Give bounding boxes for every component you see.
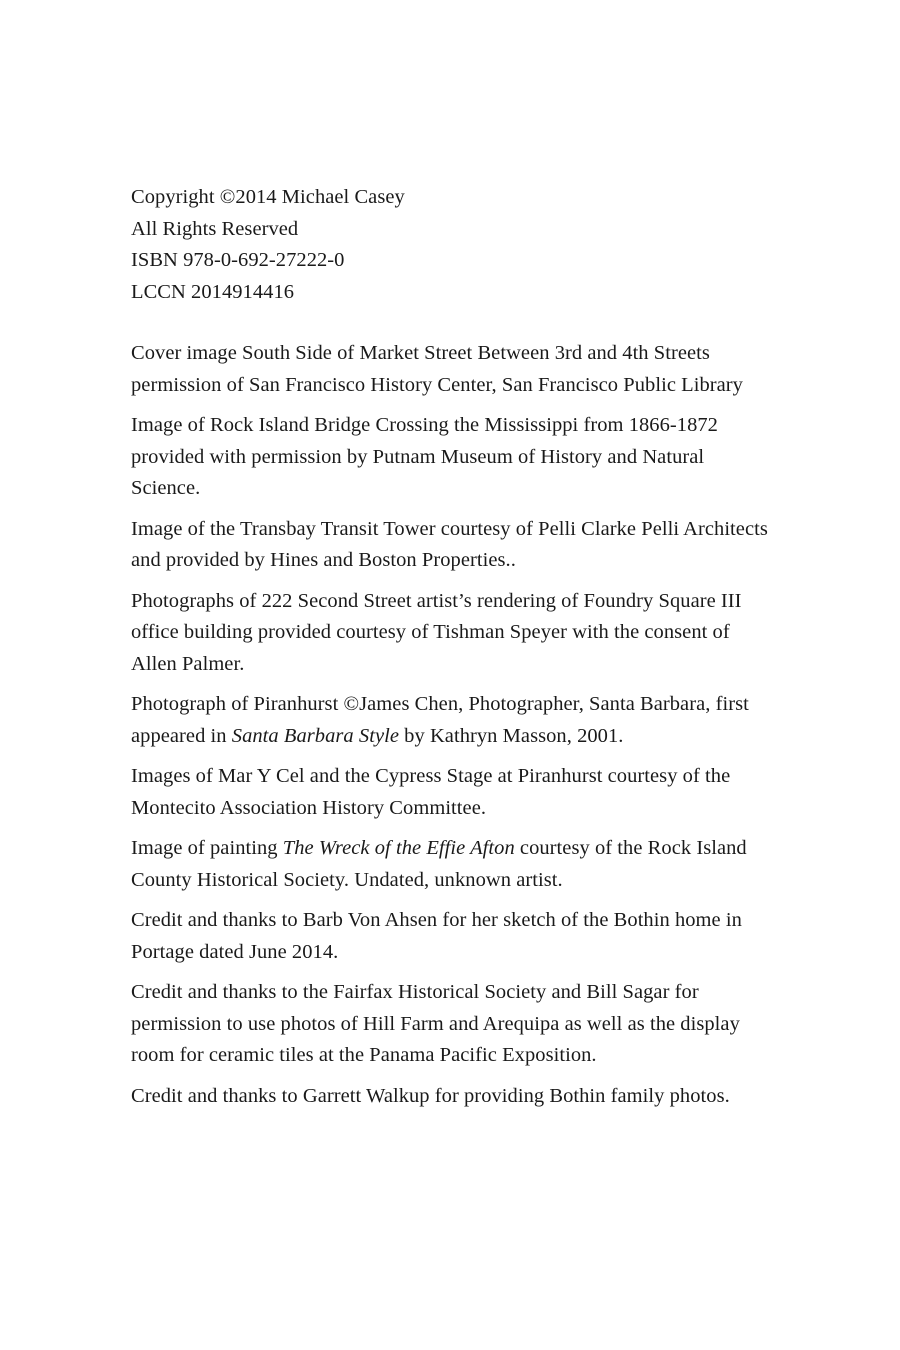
credit-walkup: Credit and thanks to Garrett Walkup for providing Bothin family photos. <box>131 1084 730 1107</box>
copyright-line: Copyright ©2014 Michael Casey <box>131 186 405 208</box>
image-credits <box>131 338 771 1112</box>
copyright-block <box>131 182 771 308</box>
credit-effie-text: Image of painting <box>131 837 283 859</box>
credit-transbay-tower: Image of the Transbay Transit Tower courtesy of Pelli Clarke Pelli Architects and provided by Hines and Boston Properties.. <box>131 517 768 571</box>
painting-title-effie-afton: The Wreck of the Effie Afton <box>282 837 515 859</box>
credit-bothin-sketch: Credit and thanks to Barb Von Ahsen for her sketch of the Bothin home in Portage dated June 2014. <box>131 909 742 963</box>
credit-mar-y-cel: Images of Mar Y Cel and the Cypress Stage at Piranhurst courtesy of the Montecito Association History Committee. <box>131 765 731 819</box>
rights-reserved-line: All Rights Reserved <box>131 217 299 240</box>
credit-piranhurst <box>131 689 771 752</box>
book-title-santa-barbara-style: Santa Barbara Style <box>231 724 399 747</box>
isbn-line: ISBN 978-0-692-27222-0 <box>131 249 345 271</box>
credit-effie-text-end: courtesy of the Rock Island County Historical Society. Undated, unknown artist. <box>131 837 747 891</box>
credit-effie-afton <box>131 833 771 896</box>
credit-cover-image: Cover image South Side of Market Street Between 3rd and 4th Streets permission of San Francisco History Center, San Francisco Public Library <box>131 342 743 396</box>
lccn-line: LCCN 2014914416 <box>131 280 295 303</box>
credit-piranhurst-text-end: by Kathryn Masson, 2001. <box>399 724 624 747</box>
credit-rock-island-bridge: Image of Rock Island Bridge Crossing the Mississippi from 1866-1872 provided with permission by Putnam Museum of History and Natural Science. <box>131 414 718 499</box>
credit-second-street: Photographs of 222 Second Street artist’s rendering of Foundry Square III office building provided courtesy of Tishman Speyer with the consent of Allen Palmer. <box>131 589 742 675</box>
credit-fairfax: Credit and thanks to the Fairfax Historical Society and Bill Sagar for permission to use photos of Hill Farm and Arequipa as well as the display room for ceramic tiles at the Panama Pacific Exposition. <box>131 981 740 1066</box>
copyright-page <box>131 182 771 1121</box>
credit-piranhurst-text: Photograph of Piranhurst ©James Chen, Photographer, Santa Barbara, first appeared in <box>131 693 749 747</box>
